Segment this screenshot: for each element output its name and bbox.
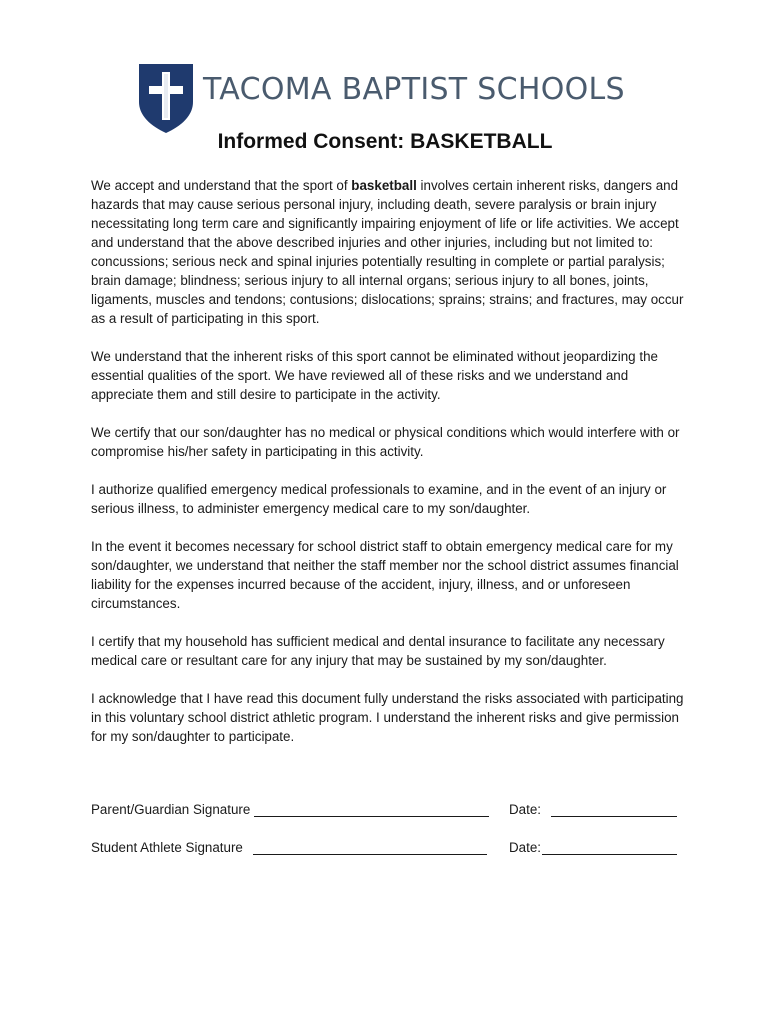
student-date-field[interactable]: [542, 854, 677, 855]
parent-date-field[interactable]: [551, 816, 677, 817]
consent-body: [91, 176, 691, 765]
paragraph-acknowledgement: I acknowledge that I have read this document fully understand the risks associated with participating in this voluntary school district athletic program. I understand the inherent risks and give permission for my son/daughter to participate.: [91, 691, 684, 744]
sport-name: basketball: [351, 178, 417, 193]
school-logo: [137, 62, 625, 134]
cross-shield-icon: [137, 62, 195, 134]
student-signature-label: Student Athlete Signature: [91, 840, 243, 855]
student-signature-row: [91, 838, 691, 858]
school-name: TACOMA BAPTIST SCHOOLS: [203, 72, 625, 107]
paragraph-financial-liability: In the event it becomes necessary for school district staff to obtain emergency medical care for my son/daughter, we understand that neither the staff member nor the school district assumes financial liability for the expenses incurred because of the accident, injury, illness, and or unforeseen circumstances.: [91, 539, 679, 611]
parent-signature-row: [91, 800, 691, 820]
student-date-label: Date:: [509, 840, 542, 855]
parent-signature-label: Parent/Guardian Signature: [91, 802, 251, 817]
paragraph-medical-certification: We certify that our son/daughter has no medical or physical conditions which would interfere with or compromise his/her safety in participating in this activity.: [91, 425, 680, 459]
paragraph-emergency-authorization: I authorize qualified emergency medical professionals to examine, and in the event of an injury or serious illness, to administer emergency medical care to my son/daughter.: [91, 482, 667, 516]
parent-date-label: Date:: [509, 802, 542, 817]
student-signature-field[interactable]: [253, 854, 487, 855]
paragraph-risks: We accept and understand that the sport of basketball involves certain inherent risks, dangers and hazards that may cause serious personal injury, including death, severe paralysis or brain injury necessitating long term care and significantly impairing enjoyment of life or life activities. We accept and understand that the above described injuries and other injuries, including but not limited to: concussions; serious neck and spinal injuries potentially resulting in complete or partial paralysis; brain damage; blindness; serious injury to all internal organs; serious injury to all bones, joints, ligaments, muscles and tendons; contusions; dislocations; sprains; strains; and fractures, may occur as a result of participating in this sport.: [91, 178, 684, 326]
parent-signature-field[interactable]: [254, 816, 489, 817]
page-title: Informed Consent: BASKETBALL: [217, 130, 553, 153]
paragraph-inherent-risks: We understand that the inherent risks of this sport cannot be eliminated without jeopardizing the essential qualities of the sport. We have reviewed all of these risks and we understand and appreciate them and still desire to participate in the activity.: [91, 349, 658, 402]
paragraph-insurance: I certify that my household has sufficient medical and dental insurance to facilitate any necessary medical care or resultant care for any injury that may be sustained by my son/daughter.: [91, 634, 665, 668]
